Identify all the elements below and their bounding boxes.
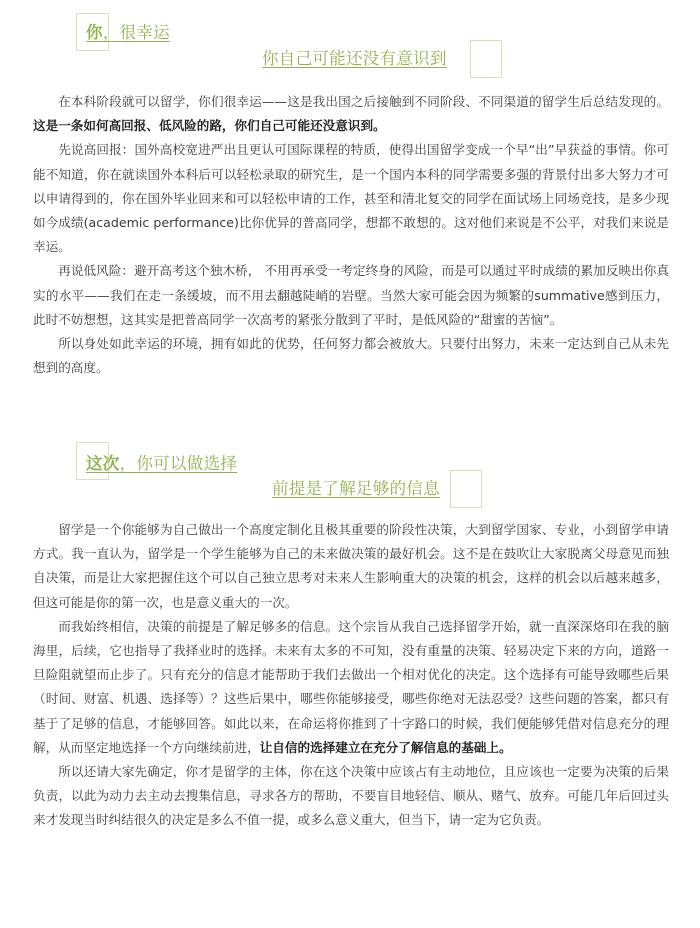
paragraph: 所以身处如此幸运的环境，拥有如此的优势，任何努力都会被放大。只要付出努力，未来一定达到自己从未先想到的高度。 bbox=[33, 336, 669, 376]
section-body bbox=[33, 518, 669, 833]
paragraph: 而我始终相信，决策的前提是了解足够多的信息。这个宗旨从我自己选择留学开始，就一直深深烙印在我的脑海里，后续，它也指导了我择业时的选择。未来有太多的不可知，没有重量的决策、轻易决定下来的方向，道路一旦险阻就望而止步了。只有充分的信息才能帮助于我们去做出一个相对优化的决定。这个选择有可能导致哪些后果（时间、财富、机遇、选择等）？这些后果中，哪些你能够接受，哪些你绝对无法忍受？这些问题的答案，都只有基于了足够的信息，才能够回答。如此以来，在命运将你推到了十字路口的时候，我们便能够凭借对信息充分的理解，从而坚定地选择一个方向继续前进，让自信的选择建立在充分了解信息的基础上。 bbox=[33, 618, 669, 755]
subheading-frame-right bbox=[450, 470, 482, 508]
paragraph: 再说低风险：避开高考这个独木桥， 不用再承受一考定终身的风险，而是可以通过平时成绩的累加反映出你真实的水平——我们在走一条缓坡，而不用去翻越陡峭的岩壁。当然大家可能会因为频繁的summative感到压力，此时不妨想想，这其实是把普高同学一次高考的紧张分散到了平时，是低风险的“甜蜜的苦恼”。 bbox=[33, 263, 669, 327]
subheading-frame-right bbox=[470, 40, 502, 78]
paragraph: 留学是一个你能够为自己做出一个高度定制化且极其重要的阶段性决策，大到留学国家、专业，小到留学申请方式。我一直认为，留学是一个学生能够为自己的未来做决策的最好机会。这不是在鼓吹让大家脱离父母意见而独自决策，而是让大家把握住这个可以自己独立思考对未来人生影响重大的决策的机会，这样的机会以后越来越多，但这可能是你的第一次，也是意义重大的一次。 bbox=[33, 522, 669, 610]
paragraph: 先说高回报：国外高校宽进严出且更认可国际课程的特质，使得出国留学变成一个早“出”早获益的事情。你可能不知道，你在就读国外本科后可以轻松录取的研究生，是一个国内本科的同学需要多强的背景付出多大努力才可以申请得到的，你在国外毕业回来和可以轻松申请的工作，甚至和清北复交的同学在面试场上同场竞技，是多少现如今成绩(academic performance)比你优异的普高同学，想都不敢想的。这对他们来说是不公平，对我们来说是幸运。 bbox=[33, 142, 669, 255]
section-subheading: 前提是了解足够的信息 bbox=[272, 479, 440, 498]
section-heading: 这次，你可以做选择 bbox=[86, 454, 238, 473]
section-body bbox=[33, 90, 669, 380]
paragraph: 在本科阶段就可以留学，你们很幸运——这是我出国之后接触到不同阶段、不同渠道的留学生后总结发现的。这是一条如何高回报、低风险的路，你们自己可能还没意识到。 bbox=[33, 94, 669, 134]
section-subheading: 你自己可能还没有意识到 bbox=[262, 49, 447, 68]
section-heading: 你，很幸运 bbox=[86, 23, 171, 42]
paragraph: 所以还请大家先确定，你才是留学的主体，你在这个决策中应该占有主动地位，且应该也一定要为决策的后果负责，以此为动力去主动去搜集信息，寻求各方的帮助，不要盲目地轻信、顺从、赌气、放弃。可能几年后回过头来才发现当时纠结很久的决定是多么不值一提，或多么意义重大，但当下，请一定为它负责。 bbox=[33, 764, 669, 828]
